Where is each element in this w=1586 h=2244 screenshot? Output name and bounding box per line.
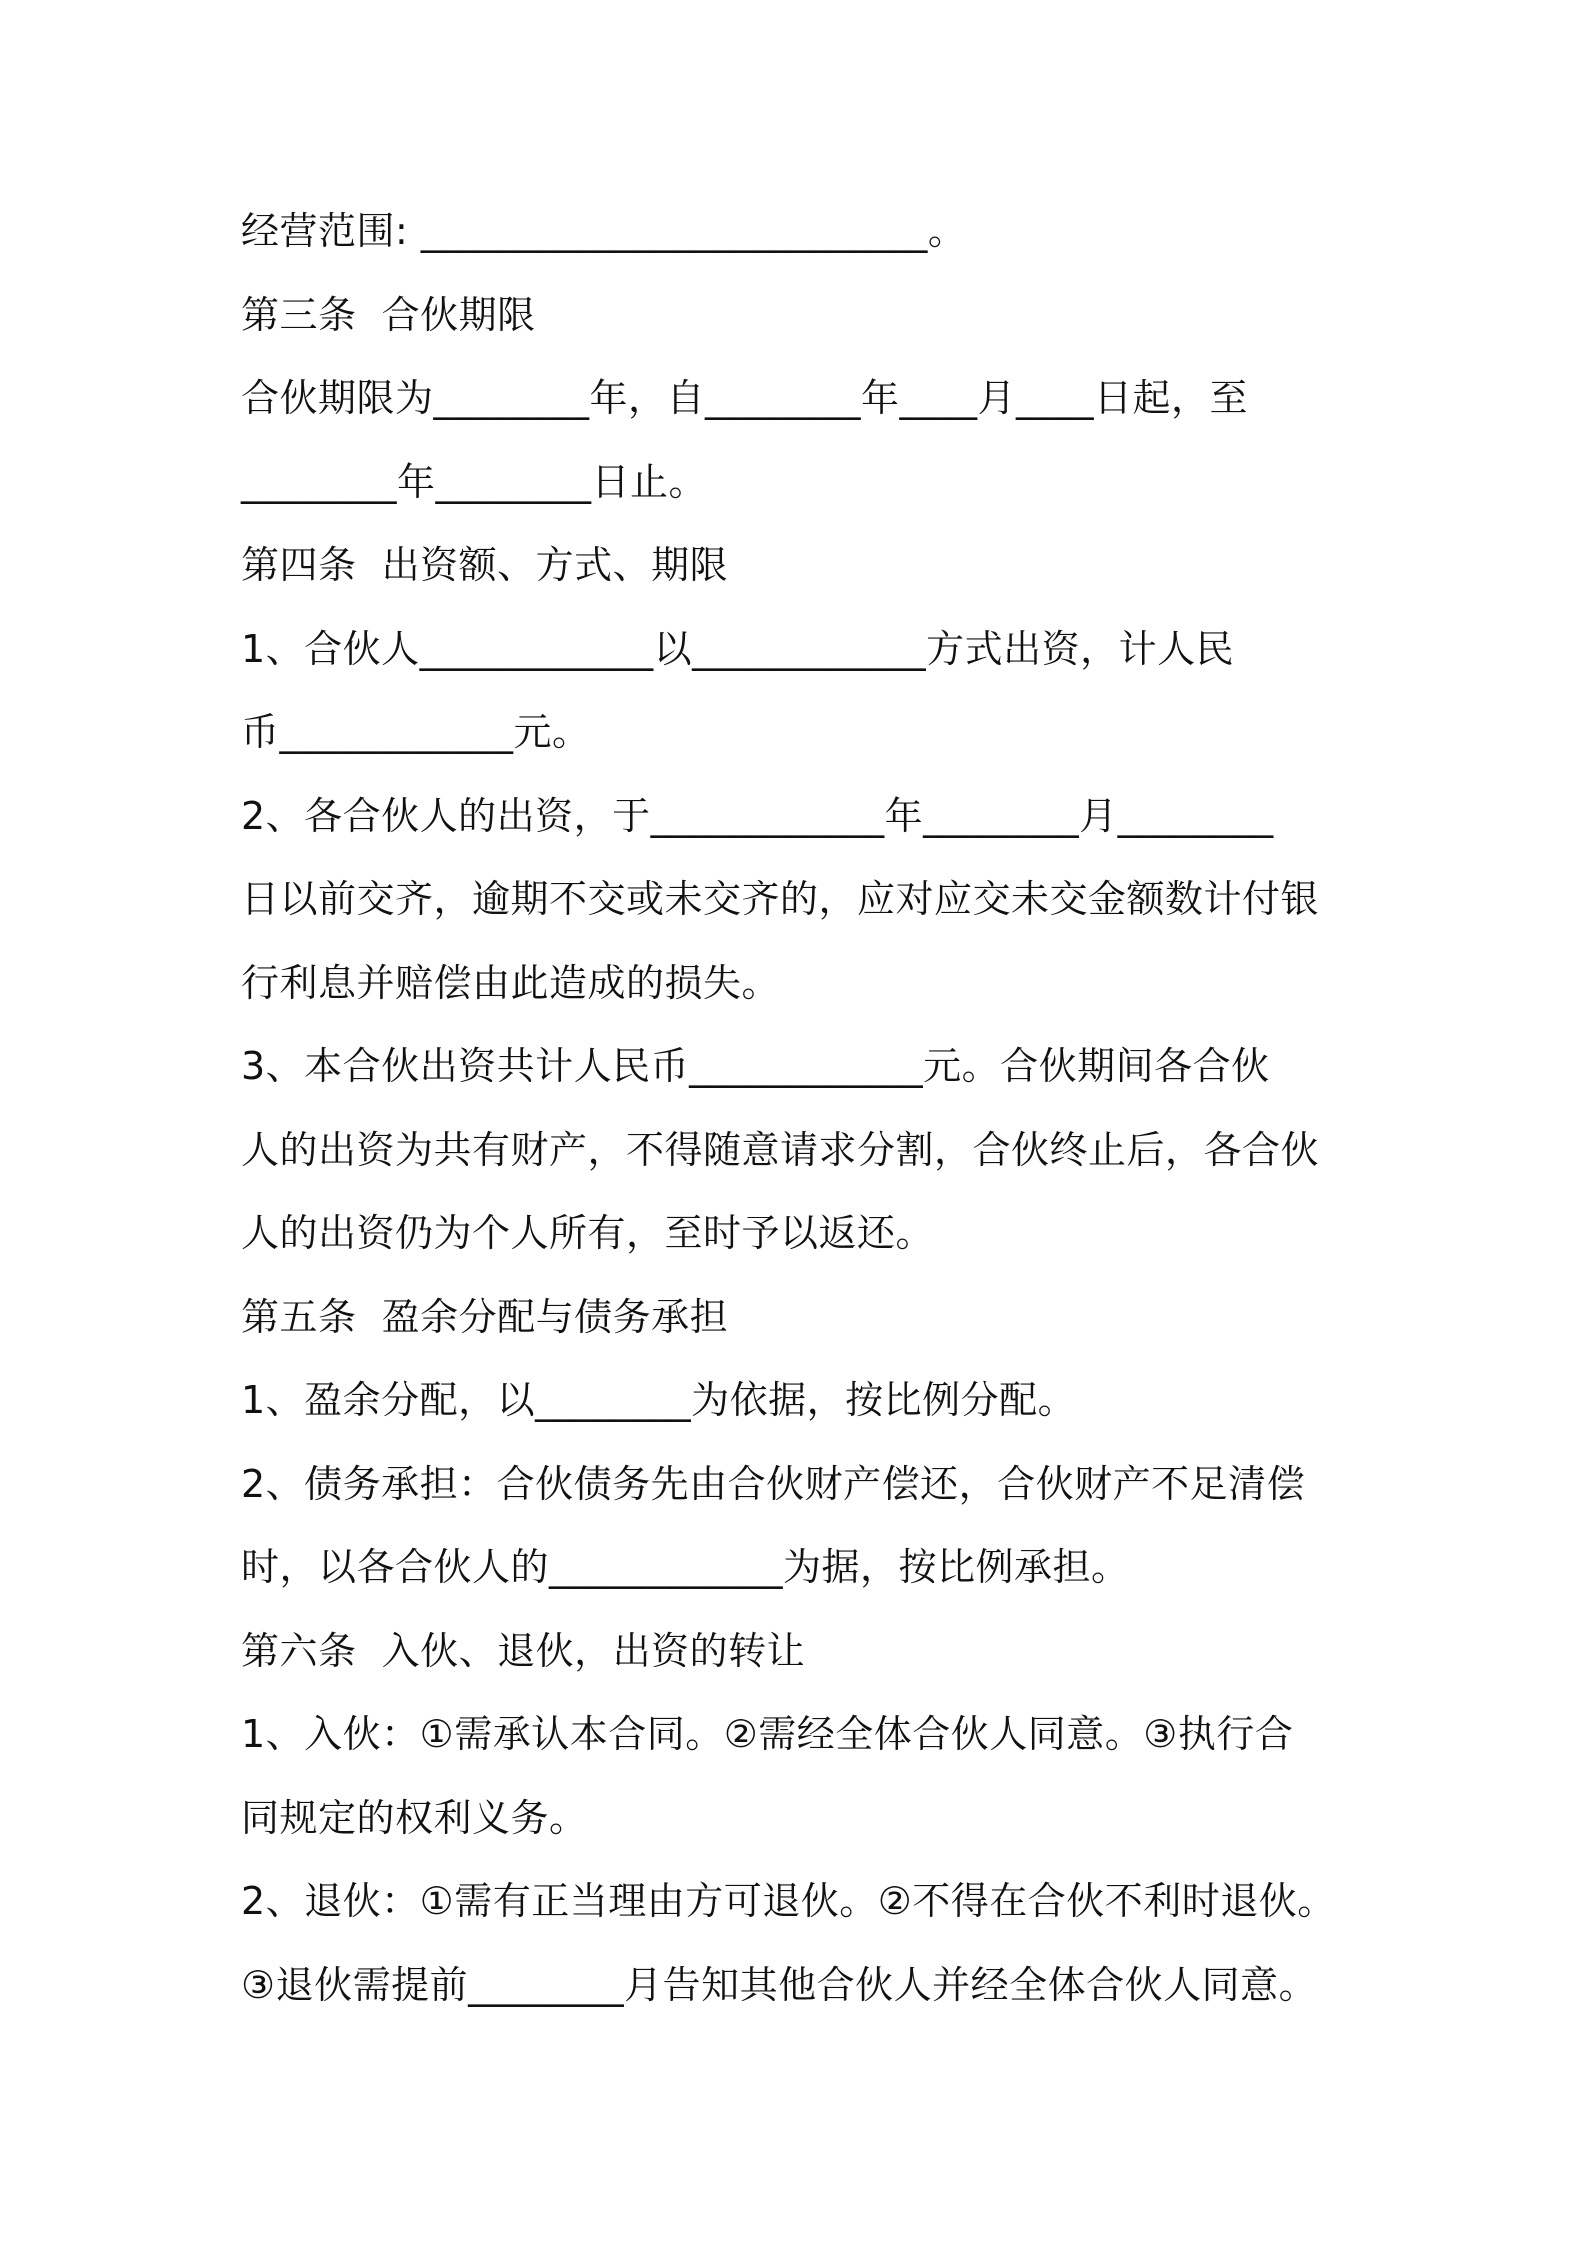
text-line xyxy=(241,1359,1401,1443)
partnership-term-line-2: ________年________日止。 xyxy=(241,459,708,504)
surplus-distribution-line: 1、盈余分配，以________为依据，按比例分配。 xyxy=(241,1378,1077,1422)
admission-line-1: 1、入伙：①需承认本合同。②需经全体合伙人同意。③执行合 xyxy=(241,1712,1294,1756)
text-line xyxy=(241,524,1401,608)
article-5-heading: 第五条 盈余分配与债务承担 xyxy=(241,1294,729,1339)
contribution-clause-3-line-2: 人的出资为共有财产，不得随意请求分割，合伙终止后，各合伙 xyxy=(241,1127,1320,1172)
contribution-clause-3-line-1: 3、本合伙出资共计人民币____________元。合伙期间各合伙 xyxy=(241,1044,1270,1088)
admission-line-2: 同规定的权利义务。 xyxy=(241,1795,588,1840)
withdrawal-line-2: ③退伙需提前________月告知其他合伙人并经全体合伙人同意。 xyxy=(241,1962,1318,2007)
article-6-heading: 第六条 入伙、退伙，出资的转让 xyxy=(241,1628,806,1673)
text-line xyxy=(241,608,1401,692)
contribution-clause-2-line-3: 行利息并赔偿由此造成的损失。 xyxy=(241,960,781,1005)
text-line xyxy=(241,1693,1401,1777)
article-3-heading: 第三条 合伙期限 xyxy=(241,292,536,337)
withdrawal-line-1: 2、退伙：①需有正当理由方可退伙。②不得在合伙不利时退伙。 xyxy=(241,1879,1336,1923)
text-line xyxy=(241,357,1401,441)
text-line xyxy=(241,1109,1401,1193)
contract-text xyxy=(241,190,1401,2027)
contribution-clause-2-line-1: 2、各合伙人的出资，于____________年________月________ xyxy=(241,793,1274,838)
text-line xyxy=(241,1777,1401,1861)
article-4-heading: 第四条 出资额、方式、期限 xyxy=(241,543,729,587)
debt-bearing-line-2: 时，以各合伙人的____________为据，按比例承担。 xyxy=(241,1545,1130,1589)
text-line xyxy=(241,942,1401,1026)
text-line xyxy=(241,691,1401,775)
business-scope-line: 经营范围: __________________________。 xyxy=(241,209,967,253)
contribution-clause-1-line-1: 1、合伙人____________以____________方式出资，计人民 xyxy=(241,626,1235,671)
contribution-clause-2-line-2: 日以前交齐，逾期不交或未交齐的，应对应交未交金额数计付银 xyxy=(241,877,1320,921)
text-line xyxy=(241,190,1401,274)
text-line xyxy=(241,1860,1401,1944)
text-line xyxy=(241,1025,1401,1109)
text-line xyxy=(241,1610,1401,1694)
text-line xyxy=(241,441,1401,525)
contribution-clause-3-line-3: 人的出资仍为个人所有，至时予以返还。 xyxy=(241,1211,935,1255)
text-line xyxy=(241,1443,1401,1527)
text-line xyxy=(241,1276,1401,1360)
debt-bearing-line-1: 2、债务承担：合伙债务先由合伙财产偿还，合伙财产不足清偿 xyxy=(241,1461,1306,1506)
text-line xyxy=(241,1526,1401,1610)
contribution-clause-1-line-2: 币____________元。 xyxy=(241,710,591,754)
text-line xyxy=(241,1192,1401,1276)
text-line xyxy=(241,274,1401,358)
partnership-term-line-1: 合伙期限为________年，自________年____月____日起，至 xyxy=(241,376,1249,420)
text-line xyxy=(241,775,1401,859)
text-line xyxy=(241,1944,1401,2028)
text-line xyxy=(241,858,1401,942)
